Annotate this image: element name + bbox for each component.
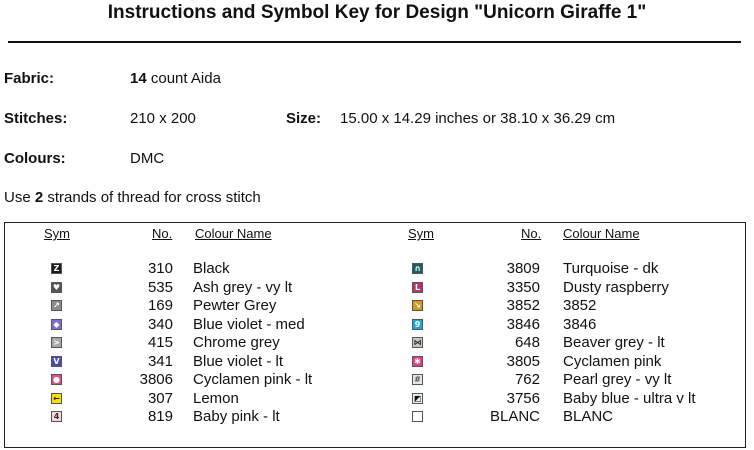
colour-name: Dusty raspberry [563, 278, 669, 296]
n-arch-icon: ∩ [412, 263, 423, 274]
dmc-number: 819 [147, 408, 173, 425]
page-title: Instructions and Symbol Key for Design "Unicorn Giraffe 1" [107, 2, 647, 23]
circle-icon: ● [51, 374, 62, 385]
colour-name: Beaver grey - lt [563, 334, 665, 351]
strands-instruction [4, 189, 261, 206]
diamond-icon: ◆ [51, 319, 62, 330]
dmc-number: 310 [147, 260, 173, 277]
arrow-icon: ↘ [412, 300, 423, 311]
stitches-value: 210 x 200 [130, 110, 196, 127]
l-shape-icon: L [412, 282, 423, 293]
colour-name: Ash grey - vy lt [193, 278, 293, 296]
hash-icon: # [412, 374, 423, 385]
dmc-number: 3852 [506, 297, 540, 314]
dmc-number: 3806 [139, 371, 173, 388]
colour-name: 3852 [563, 297, 597, 314]
dmc-number: 169 [147, 297, 173, 314]
strands-count: 2 [34, 189, 44, 206]
colour-name: Lemon [193, 389, 239, 407]
fabric-count: 14 [130, 70, 147, 87]
strands-post: strands of thread for cross stitch [43, 189, 261, 206]
dmc-number: 535 [147, 278, 173, 296]
colour-name: Pewter Grey [193, 297, 277, 314]
dmc-number: 3809 [506, 260, 540, 277]
colour-name: 3846 [563, 315, 597, 333]
colour-name: Black [193, 260, 230, 277]
left-no-header: No. [152, 226, 173, 241]
colour-name: Cyclamen pink [563, 352, 662, 370]
dmc-number: 3756 [506, 389, 540, 407]
left-arrow-icon: ← [51, 393, 62, 404]
diagonal-arrow-icon: ↗ [51, 300, 62, 311]
heart-icon: ♥ [52, 282, 61, 292]
fabric-label: Fabric: [4, 70, 55, 87]
z-letter-icon: Z [51, 263, 62, 274]
blank-square-icon [412, 411, 423, 422]
title-divider [8, 41, 741, 43]
colours-value: DMC [130, 150, 165, 167]
dmc-number: 340 [147, 315, 173, 333]
dmc-number: 3350 [506, 278, 540, 296]
nine-icon: 9 [412, 319, 423, 330]
v-letter-icon: V [51, 356, 62, 367]
left-sym-header: Sym [44, 226, 70, 241]
colour-name: Turquoise - dk [563, 260, 659, 277]
colour-name: Baby blue - ultra v lt [563, 389, 696, 407]
dmc-number: 3846 [506, 315, 540, 333]
colour-name: Blue violet - lt [193, 352, 284, 370]
right-colour-name-header: Colour Name [563, 226, 640, 241]
dmc-number: BLANC [489, 408, 540, 425]
dmc-number: 415 [147, 334, 173, 351]
strands-pre: Use [4, 189, 35, 206]
colour-name: Baby pink - lt [193, 408, 280, 425]
bowtie-icon: ⋈ [413, 338, 422, 347]
dmc-number: 307 [147, 389, 173, 407]
colour-name: Pearl grey - vy lt [563, 371, 672, 388]
half-triangle-icon: ◩ [413, 393, 422, 403]
dmc-number: 341 [147, 352, 173, 370]
colour-name: BLANC [563, 408, 614, 425]
greater-than-icon: > [51, 337, 62, 348]
dmc-number: 762 [514, 371, 540, 388]
colour-name: Chrome grey [193, 334, 280, 351]
star-box-icon: ✱ [412, 356, 423, 367]
fabric-type: count Aida [146, 70, 221, 87]
size-label: Size: [286, 110, 322, 127]
dmc-number: 648 [514, 334, 540, 351]
right-sym-header: Sym [408, 226, 434, 241]
stitches-label: Stitches: [4, 110, 68, 127]
colour-name: Blue violet - med [193, 315, 305, 333]
fabric-value [130, 70, 221, 87]
colours-label: Colours: [4, 150, 66, 167]
dmc-number: 3805 [506, 352, 540, 370]
colour-name: Cyclamen pink - lt [193, 371, 313, 388]
left-colour-name-header: Colour Name [195, 226, 272, 241]
four-circle-icon: 4 [51, 411, 62, 422]
right-no-header: No. [521, 226, 542, 241]
size-value: 15.00 x 14.29 inches or 38.10 x 36.29 cm [340, 110, 616, 127]
